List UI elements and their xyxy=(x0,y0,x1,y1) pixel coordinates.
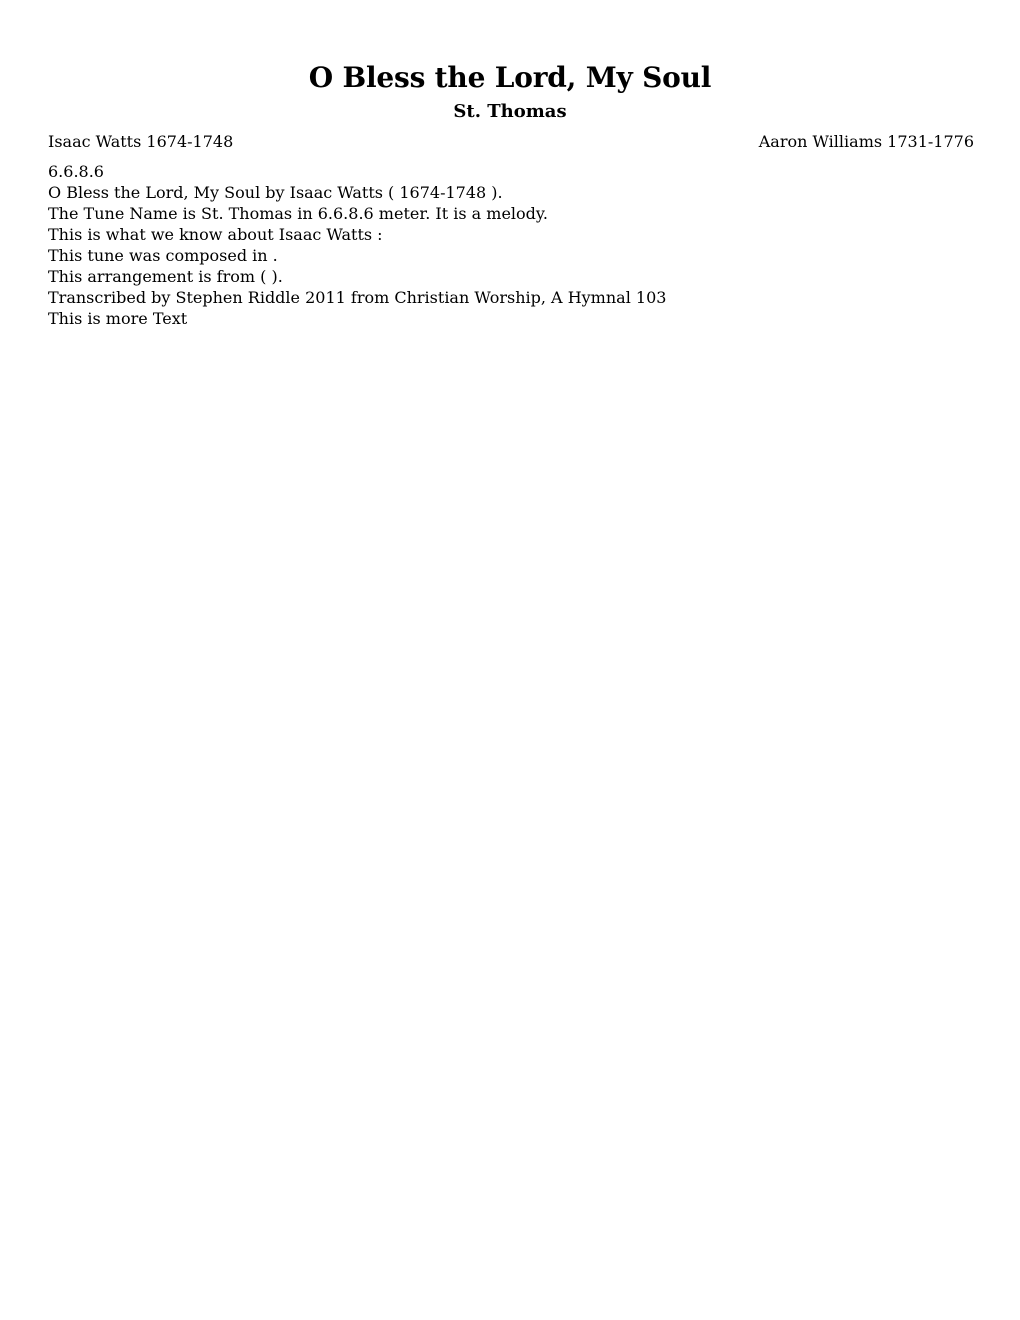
page-title: O Bless the Lord, My Soul xyxy=(308,61,712,94)
hymn-notes xyxy=(48,161,974,329)
note-line: This arrangement is from ( ). xyxy=(48,267,283,286)
note-line: The Tune Name is St. Thomas in 6.6.8.6 meter. It is a melody. xyxy=(48,204,548,223)
meter-line: 6.6.8.6 xyxy=(48,162,104,181)
note-line: This is more Text xyxy=(48,309,188,328)
transcription-credit: Transcribed by Stephen Riddle 2011 from Christian Worship, A Hymnal 103 xyxy=(48,288,667,307)
note-line: This tune was composed in . xyxy=(48,246,278,265)
note-line: O Bless the Lord, My Soul by Isaac Watts ( 1674-1748 ). xyxy=(48,183,503,202)
note-line: This is what we know about Isaac Watts : xyxy=(48,225,383,244)
tune-name-subtitle: St. Thomas xyxy=(453,101,567,122)
tune-composer-credit: Aaron Williams 1731-1776 xyxy=(758,132,974,151)
credits-row xyxy=(48,130,974,154)
text-author-credit: Isaac Watts 1674-1748 xyxy=(48,132,234,151)
